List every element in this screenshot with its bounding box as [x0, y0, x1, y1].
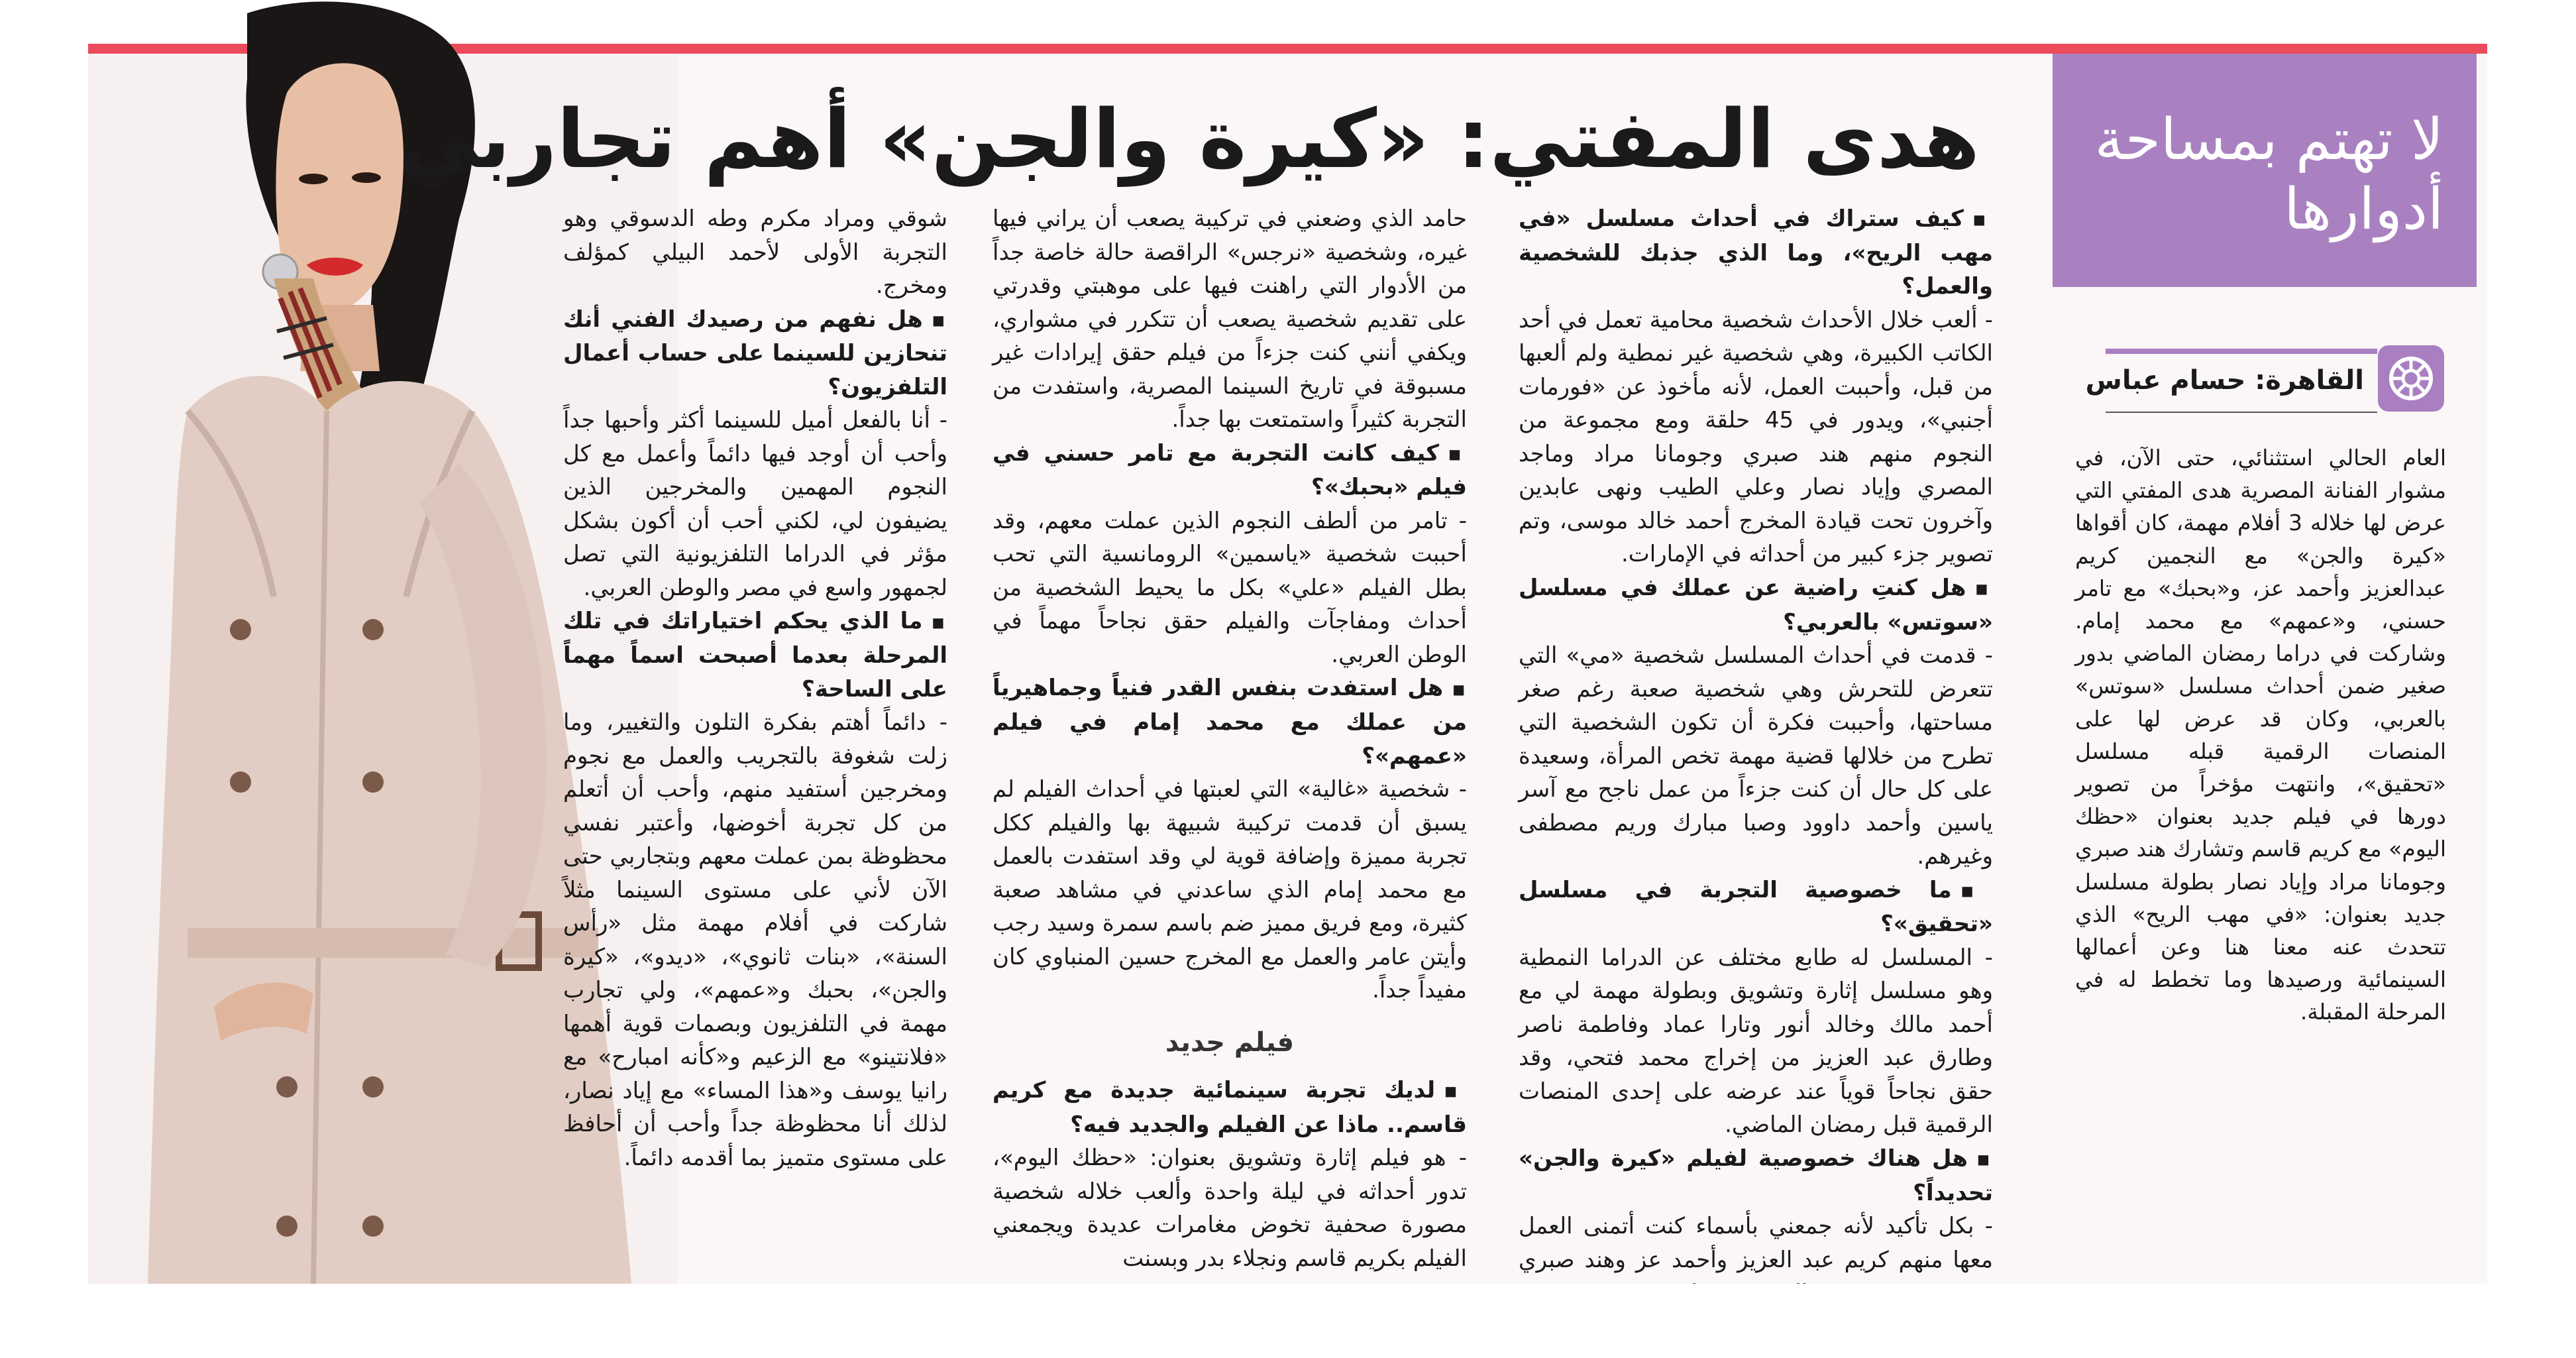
sidebar-intro-text: العام الحالي استثنائي، حتى الآن، في مشوار الفنانة المصرية هدى المفتي التي عرض لها خلاله 3 أفلام مهمة، كان أقواها «كيرة والجن» مع النجمين كريم عبدالعزيز وأحمد عز، و«بحبك» مع تامر حسني، و«عمهم» مع محمد إمام. وشاركت في دراما رمضان الماضي بدور صغير ضمن أحداث مسلسل «سوتس» بالعربي، وكان قد عرض لها على المنصات الرقمية قبله مسلسل «تحقيق»، وانتهت مؤخراً من تصوير دورها في فيلم جديد بعنوان «حظك اليوم» مع كريم قاسم وتشارك هند صبري وجومانا مراد وإياد نصار بطولة مسلسل جديد بعنوان: «في مهب الريح» الذي تتحدث عنه معنا هنا وعن أعمالها السينمائية ورصيدها وما تخطط له في المرحلة المقبلة. [2075, 445, 2447, 1025]
sidebar-title-box [2053, 54, 2477, 287]
answer: - ألعب خلال الأحداث شخصية محامية تعمل في أحد الكاتب الكبيرة، وهي شخصية غير نمطية ولم ألعبها من قبل، وأحببت العمل، لأنه مأخوذ عن «فورمات أجنبي»، ويدور في 45 حلقة ومع مجموعة من النجوم منهم هند صبري وجومانا مراد وماجد المصري وإياد نصار وعلي الطيب ونهى عابدين وآخرون تحت قيادة المخرج أحمد خالد موسى، وتم تصوير جزء كبير من أحداثه في الإمارات. [1519, 306, 1993, 568]
answer: - دائماً أهتم بفكرة التلون والتغيير، وما زلت شغوفة بالتجريب والعمل مع نجوم ومخرجين أستفيد منهم، وأحب أن أتعلم من كل تجربة أخوضها، وأعتبر نفسي محظوظة بمن عملت معهم وبتجاربي حتى الآن لأني على مستوى السينما مثلاً شاركت في أفلام مهمة مثل «رأس السنة»، «بنات ثانوي»، «ديدو»، «كيرة والجن»، بحبك و«عمهم»، ولي تجارب مهمة في التلفزيون وبصمات قوية أهمها «فلانتينو» مع الزعيم و«كأنه امبارح» مع رانيا يوسف و«هذا المساء» مع إياد نصار، لذلك أنا محظوظة جداً وأحب أن أحافظ على مستوى متميز بما أقدمه دائماً. [563, 709, 947, 1171]
question: ■ كيف كانت التجربة مع تامر حسني في فيلم «بحبك»؟ [993, 437, 1467, 504]
answer: - شخصية «غالية» التي لعبتها في أحداث الفيلم لم يسبق أن قدمت تركيبة شبيهة بها والفيلم ككل تجربة مميزة وإضافة قوية لي وقد استفدت بالعمل مع محمد إمام الذي ساعدني في مشاهد صعبة كثيرة، ومع فريق مميز ضم باسم سمرة وسيد رجب وأيتن عامر والعمل مع المخرج حسين المنباوي كان مفيداً جداً. [993, 776, 1467, 1003]
subheading: فيلم جديد [1165, 1027, 1295, 1058]
answer: - هو فيلم إثارة وتشويق بعنوان: «حظك اليوم»، تدور أحداثه في ليلة واحدة وألعب خلاله شخصية مصورة صحفية تخوض مغامرات عديدة ويجمعني الفيلم بكريم قاسم ونجلاء بدر وبسنت [993, 1145, 1467, 1272]
answer: شوقي ومراد مكرم وطه الدسوقي وهو التجربة الأولى لأحمد البيلي كمؤلف ومخرج. [563, 205, 947, 299]
article-column-2 [993, 202, 1467, 1276]
sidebar-title: لا تهتم بمساحة أدوارها [2094, 107, 2443, 243]
article-column-1 [1519, 202, 1993, 1276]
article-column-3 [563, 202, 947, 1276]
byline-underline [2106, 412, 2377, 413]
question: ■ هل نفهم من رصيدك الفني أنك تنحازين للسينما على حساب أعمال التلفزيون؟ [563, 303, 947, 404]
answer: حامد الذي وضعني في تركيبة يصعب أن يراني فيها غيره، وشخصية «نرجس» الراقصة حالة خاصة جداً من الأدوار التي راهنت فيها على موهبتي وقدرتي على تقديم شخصية يصعب أن تتكرر في مشواري، ويكفي أنني كنت جزءاً من فيلم حقق إيرادات غير مسبوقة في تاريخ السينما المصرية، واستفدت من التجربة كثيراً واستمتعت بها جداً. [993, 205, 1467, 433]
author-rule [2106, 349, 2377, 354]
answer: - أنا بالفعل أميل للسينما أكثر وأحبها جداً وأحب أن أوجد فيها دائماً وأعمل مع كل النجوم المهمين والمخرجين الذين يضيفون لي، لكني أحب أن أكون بشكل مؤثر في الدراما التلفزيونية التي تصل لجمهور واسع في مصر والوطن العربي. [563, 407, 947, 601]
camera-aperture-icon [2378, 345, 2444, 412]
answer: - بكل تأكيد لأنه جمعني بأسماء كنت أتمنى العمل معها منهم كريم عبد العزيز وأحمد عز وهند صبري [1519, 1213, 1993, 1273]
question: ■ ما الذي يحكم اختياراتك في تلك المرحلة بعدما أصبحت اسماً مهماً على الساحة؟ [563, 604, 947, 706]
headline: هدى المفتي: «كيرة والجن» أهم تجاربي [398, 92, 1980, 186]
bottom-margin [0, 1284, 2576, 1358]
question: ■ هل كنتِ راضية عن عملك في مسلسل «سوتس» بالعربي؟ [1519, 571, 1993, 639]
author-byline: القاهرة: حسام عباس [2085, 365, 2364, 396]
question: ■ هل هناك خصوصية لفيلم «كيرة والجن» تحديداً؟ [1519, 1142, 1993, 1210]
question: ■ لديك تجربة سينمائية جديدة مع كريم قاسم.. ماذا عن الفيلم والجديد فيه؟ [993, 1074, 1467, 1141]
answer: - تامر من ألطف النجوم الذين عملت معهم، وقد أحببت شخصية «ياسمين» الرومانسية التي تحب بطل الفيلم «علي» بكل ما يحيط الشخصية من أحداث ومفاجآت والفيلم حقق نجاحاً مهماً في الوطن العربي. [993, 507, 1467, 668]
answer: - المسلسل له طابع مختلف عن الدراما النمطية وهو مسلسل إثارة وتشويق وبطولة مهمة لي مع أحمد مالك وخالد أنور وتارا عماد وفاطمة ناصر وطارق عبد العزيز من إخراج محمد فتحي، وقد حقق نجاحاً قوياً عند عرضه على إحدى المنصات الرقمية قبل رمضان الماضي. [1519, 944, 1993, 1139]
answer: - قدمت في أحداث المسلسل شخصية «مي» التي تتعرض للتحرش وهي شخصية صعبة رغم صغر مساحتها، وأحببت فكرة أن تكون الشخصية التي تطرح من خلالها قضية مهمة تخص المرأة، وسعيدة على كل حال أن كنت جزءاً من عمل ناجح مع آسر ياسين وأحمد داوود وصبا مبارك وريم مصطفى وغيرهم. [1519, 642, 1993, 870]
question: ■ كيف ستراك في أحداث مسلسل «في مهب الريح»، وما الذي جذبك للشخصية والعمل؟ [1519, 202, 1993, 304]
question: ■ ما خصوصية التجربة في مسلسل «تحقيق»؟ [1519, 874, 1993, 941]
question: ■ هل استفدت بنفس القدر فنياً وجماهيرياً من عملك مع محمد إمام في فيلم «عمهم»؟ [993, 671, 1467, 773]
sidebar-intro [2053, 54, 2477, 1284]
